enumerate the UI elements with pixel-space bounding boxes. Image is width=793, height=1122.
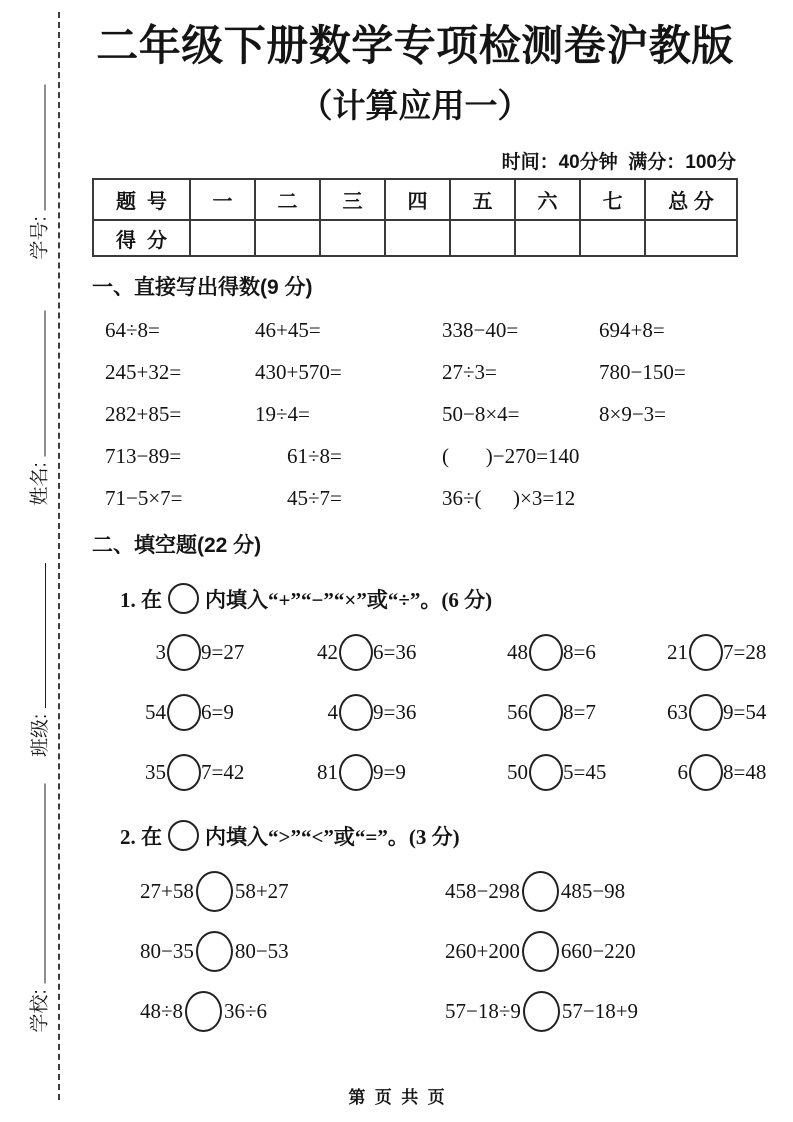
- comparison-problem: 57−18÷9 57−18+9: [445, 991, 738, 1032]
- answer-circle: [522, 871, 559, 912]
- item1-problems: [92, 622, 767, 802]
- answer-circle: [529, 754, 563, 791]
- answer-circle: [339, 754, 373, 791]
- score-table-col: 二: [255, 179, 320, 220]
- score-cell-empty: [645, 220, 737, 256]
- score-cell-empty: [450, 220, 515, 256]
- sidebar-student-id: [25, 85, 51, 260]
- answer-circle: [689, 754, 723, 791]
- math-problem: 61÷8=: [287, 443, 342, 468]
- answer-circle: [339, 694, 373, 731]
- answer-circle: [167, 634, 201, 671]
- answer-circle: [185, 991, 222, 1032]
- score-cell-empty: [515, 220, 580, 256]
- circle-equation: 3 9=27: [140, 634, 312, 671]
- math-problem: 64÷8=: [105, 317, 160, 342]
- circle-equation: 54 6=9: [140, 694, 312, 731]
- score-table-col: 一: [190, 179, 255, 220]
- score-table-col: 五: [450, 179, 515, 220]
- section1-heading: 一、直接写出得数(9 分): [92, 276, 313, 300]
- page-footer: 第 页 共 页: [348, 1088, 445, 1107]
- math-problem: 713−89=: [105, 443, 182, 468]
- score-row-label: 得 分: [93, 220, 190, 256]
- comparison-problem: 458−298 485−98: [445, 871, 738, 912]
- score-table-corner: 题 号: [93, 179, 190, 220]
- section2-heading: 二、填空题(22 分): [92, 534, 262, 558]
- circle-equation: 48 8=6: [502, 634, 662, 671]
- answer-circle: [522, 931, 559, 972]
- answer-circle: [339, 634, 373, 671]
- score-table-col: 四: [385, 179, 450, 220]
- problem-row: [92, 981, 738, 1041]
- problem-row: [92, 393, 738, 435]
- item2-suffix: 内填入“>”“<”或“=”。(3 分): [205, 824, 460, 849]
- problem-row: [92, 682, 767, 742]
- class-label: 班级:: [30, 713, 51, 757]
- score-table-col: 六: [515, 179, 580, 220]
- answer-circle: [167, 754, 201, 791]
- score-table-col: 七: [580, 179, 645, 220]
- blank-line: [31, 563, 46, 708]
- math-problem: 71−5×7=: [105, 485, 183, 510]
- answer-circle: [529, 634, 563, 671]
- item2-prefix: 2. 在: [120, 824, 162, 849]
- sidebar-school: [25, 784, 51, 1033]
- problem-row: [92, 309, 738, 351]
- score-cell-empty: [320, 220, 385, 256]
- math-problem: 430+570=: [255, 359, 342, 384]
- problem-row: [92, 742, 767, 802]
- exam-page: [92, 0, 767, 1041]
- answer-circle: [529, 694, 563, 731]
- math-problem: 245+32=: [105, 359, 182, 384]
- answer-circle: [168, 820, 199, 851]
- problem-row: [92, 921, 738, 981]
- math-problem: 19÷4=: [255, 401, 310, 426]
- circle-equation: 56 8=7: [502, 694, 662, 731]
- time-score-line: 时间：40分钟 满分：100分: [501, 152, 736, 174]
- problem-row: [92, 861, 738, 921]
- answer-circle: [689, 634, 723, 671]
- circle-equation: 63 9=54: [662, 694, 766, 731]
- item1-instruction: [92, 583, 738, 614]
- math-problem: 46+45=: [255, 317, 321, 342]
- math-problem: 36÷( )×3=12: [442, 485, 576, 510]
- item2-instruction: [92, 820, 738, 851]
- page-title: 二年级下册数学专项检测卷沪教版: [96, 22, 734, 69]
- problem-row: [92, 435, 738, 477]
- problem-row: [92, 477, 738, 519]
- score-table-col: 总 分: [645, 179, 737, 220]
- score-cell-empty: [580, 220, 645, 256]
- score-cell-empty: [255, 220, 320, 256]
- score-table: [92, 178, 738, 257]
- seal-dashed-line: [58, 12, 60, 1100]
- math-problem: 45÷7=: [287, 485, 342, 510]
- score-cell-empty: [385, 220, 450, 256]
- answer-circle: [523, 991, 560, 1032]
- score-cell-empty: [190, 220, 255, 256]
- score-table-col: 三: [320, 179, 385, 220]
- comparison-problem: 80−35 80−53: [140, 931, 445, 972]
- blank-line: [31, 85, 46, 211]
- problem-row: [92, 622, 767, 682]
- answer-circle: [167, 694, 201, 731]
- section1-problems: [92, 309, 738, 519]
- item2-problems: [92, 861, 738, 1041]
- circle-equation: 6 8=48: [662, 754, 766, 791]
- name-label: 姓名:: [29, 462, 51, 506]
- student-id-label: 学号:: [29, 216, 51, 260]
- math-problem: 282+85=: [105, 401, 182, 426]
- item1-suffix: 内填入“+”“−”“×”或“÷”。(6 分): [205, 587, 493, 612]
- math-problem: 338−40=: [442, 317, 519, 342]
- circle-equation: 21 7=28: [662, 634, 766, 671]
- circle-equation: 4 9=36: [312, 694, 502, 731]
- blank-line: [31, 311, 46, 457]
- item1-prefix: 1. 在: [120, 587, 162, 612]
- circle-equation: 35 7=42: [140, 754, 312, 791]
- answer-circle: [196, 931, 233, 972]
- math-problem: ( )−270=140: [442, 443, 580, 468]
- math-problem: 50−8×4=: [442, 401, 520, 426]
- comparison-problem: 260+200 660−220: [445, 931, 738, 972]
- answer-circle: [689, 694, 723, 731]
- sidebar-class: [25, 563, 51, 757]
- circle-equation: 50 5=45: [502, 754, 662, 791]
- answer-circle: [168, 583, 199, 614]
- math-problem: 8×9−3=: [599, 401, 667, 426]
- circle-equation: 42 6=36: [312, 634, 502, 671]
- page-subtitle: （计算应用一）: [299, 87, 531, 125]
- comparison-problem: 27+58 58+27: [140, 871, 445, 912]
- comparison-problem: 48÷8 36÷6: [140, 991, 445, 1032]
- sidebar-name: [25, 311, 51, 506]
- answer-circle: [196, 871, 233, 912]
- math-problem: 780−150=: [599, 359, 686, 384]
- circle-equation: 81 9=9: [312, 754, 502, 791]
- school-label: 学校:: [29, 989, 51, 1033]
- blank-line: [31, 784, 46, 984]
- math-problem: 694+8=: [599, 317, 665, 342]
- problem-row: [92, 351, 738, 393]
- math-problem: 27÷3=: [442, 359, 497, 384]
